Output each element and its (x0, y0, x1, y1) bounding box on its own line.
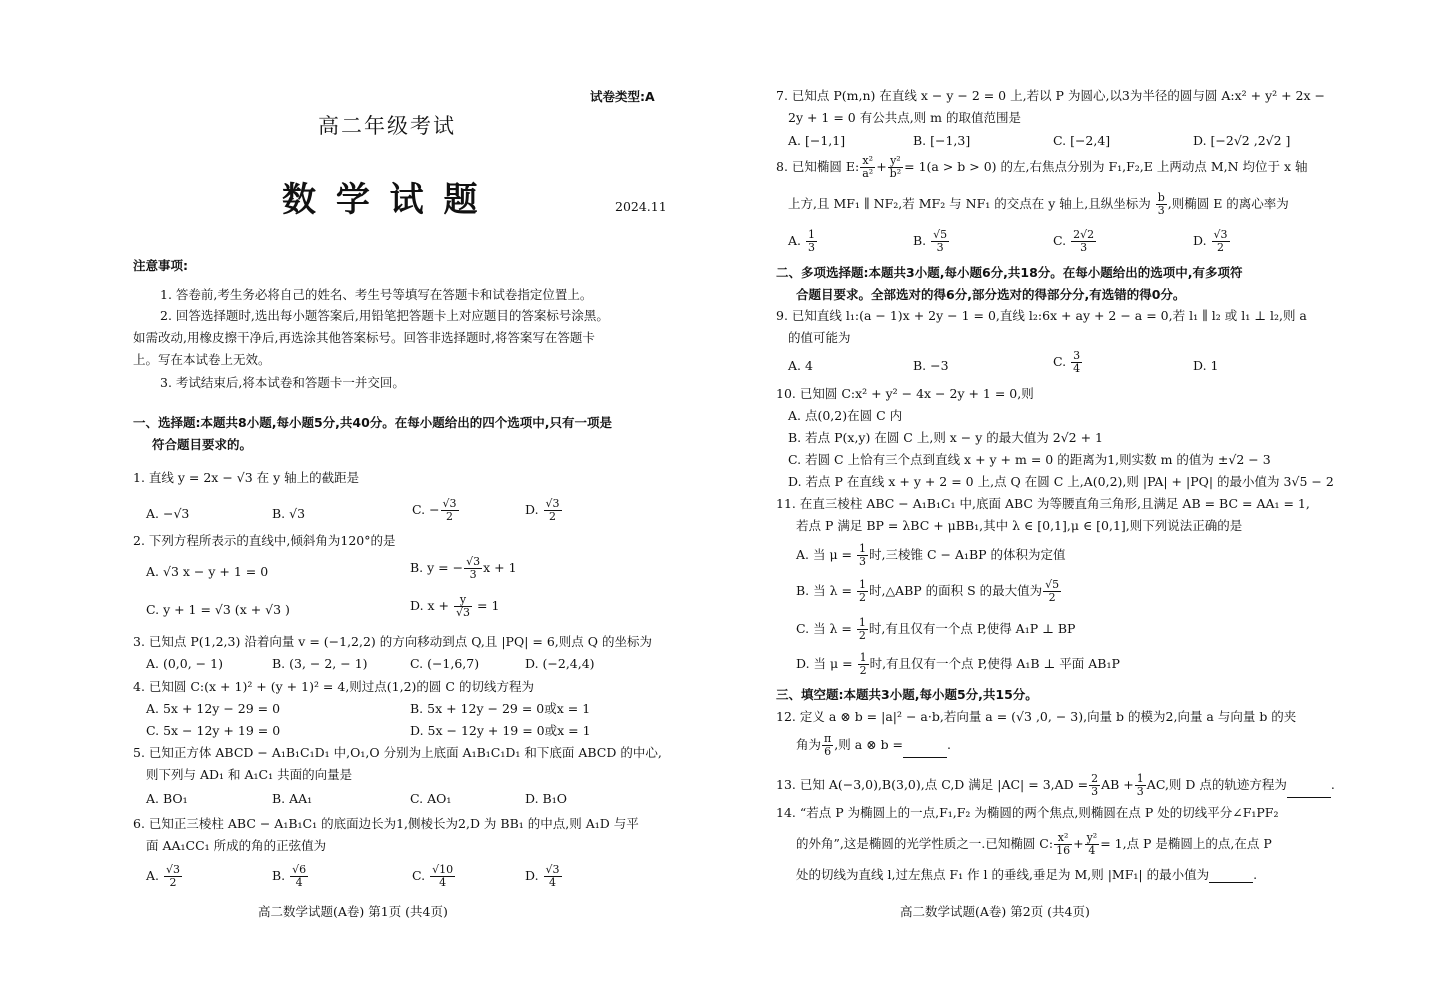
question-8-stem: 上方,且 MF₁ ∥ NF₂,若 MF₂ 与 NF₁ 的交点在 y 轴上,且纵坐标为 $\frac{b}{3}$ ,则椭圆 E 的离心率为 (788, 191, 1289, 217)
question-11-stem: 11. 在直三棱柱 ABC − A₁B₁C₁ 中,底面 ABC 为等腰直角三角形,且满足 AB = BC = AA₁ = 1, (776, 496, 1310, 511)
notice-item: 3. 考试结束后,将本试卷和答题卡一并交回。 (160, 375, 405, 390)
q3-option-a: A. (0,0, − 1) (146, 656, 223, 671)
exam-date: 2024.11 (615, 199, 667, 214)
q3-option-c: C. (−1,6,7) (410, 656, 480, 671)
q4-option-a: A. 5x + 12y − 29 = 0 (146, 701, 281, 716)
section-heading: 一、选择题:本题共8小题,每小题5分,共40分。在每小题给出的四个选项中,只有一项是 (133, 415, 613, 430)
notice-item: 2. 回答选择题时,选出每小题答案后,用铅笔把答题卡上对应题目的答案标号涂黑。 (160, 308, 609, 323)
q7-option-b: B. [−1,3] (913, 133, 971, 148)
subject-title: 数 学 试 题 (282, 180, 482, 220)
q4-option-b: B. 5x + 12y − 29 = 0或x = 1 (410, 701, 591, 716)
q8-option-d: D. $\frac{√3}{2}$ (1193, 228, 1228, 254)
q6-option-a: A. $\frac{√3}{2}$ (146, 863, 181, 889)
question-6-stem: 面 AA₁CC₁ 所成的角的正弦值为 (146, 838, 327, 853)
question-5-stem: 则下列与 AD₁ 和 A₁C₁ 共面的向量是 (146, 767, 353, 782)
page-footer: 高二数学试题(A卷) 第1页 (共4页) (258, 904, 448, 919)
section-heading: 三、填空题:本题共3小题,每小题5分,共15分。 (776, 687, 1038, 702)
q4-option-c: C. 5x − 12y + 19 = 0 (146, 723, 281, 738)
q6-option-c: C. $\frac{√10}{4}$ (412, 863, 454, 889)
q3-option-b: B. (3, − 2, − 1) (272, 656, 368, 671)
q5-option-b: B. AA₁ (272, 791, 313, 806)
question-10-stem: 10. 已知圆 C:x² + y² − 4x − 2y + 1 = 0,则 (776, 386, 1034, 401)
q2-option-c: C. y + 1 = √3 (x + √3 ) (146, 602, 290, 617)
question-7-stem: 2y + 1 = 0 有公共点,则 m 的取值范围是 (788, 110, 1022, 125)
q4-option-d: D. 5x − 12y + 19 = 0或x = 1 (410, 723, 591, 738)
question-14-stem: 处的切线为直线 l,过左焦点 F₁ 作 l 的垂线,垂足为 M,则 |MF₁| 的最小值为 . (796, 867, 1258, 882)
section-heading: 二、多项选择题:本题共3小题,每小题6分,共18分。在每小题给出的选项中,有多项符 (776, 265, 1243, 280)
question-12-stem: 角为 $\frac{\pi}{6}$ ,则 a ⊗ b = . (796, 732, 952, 758)
answer-blank (903, 745, 947, 758)
q11-option-d: D. 当 μ = $\frac{1}{2}$ 时,有且仅有一个点 P,使得 A₁B ⊥ 平面 AB₁P (796, 651, 1120, 677)
question-6-stem: 6. 已知正三棱柱 ABC − A₁B₁C₁ 的底面边长为1,侧棱长为2,D 为 BB₁ 的中点,则 A₁D 与平 (133, 816, 639, 831)
q10-option-a: A. 点(0,2)在圆 C 内 (788, 408, 903, 423)
question-4-stem: 4. 已知圆 C:(x + 1)² + (y + 1)² = 4,则过点(1,2)的圆 C 的切线方程为 (133, 679, 534, 694)
question-8-stem: 8. 已知椭圆 E: $\frac{\text{x²}}{\text{a²}}$ + $\frac{\text{y²}}{\text{b²}}$ = 1(a > b > 0) 的左,右焦点分别为 F₁,F₂,E 上两动点 M,N 均位于 x 轴 (776, 154, 1308, 180)
q7-option-c: C. [−2,4] (1053, 133, 1111, 148)
q1-option-c: C. − $\frac{√3}{2}$ (412, 497, 457, 523)
q7-option-a: A. [−1,1] (788, 133, 846, 148)
exam-page-1 (0, 0, 718, 1002)
question-5-stem: 5. 已知正方体 ABCD − A₁B₁C₁D₁ 中,O₁,O 分别为上底面 A₁B₁C₁D₁ 和下底面 ABCD 的中心, (133, 745, 662, 760)
q10-option-b: B. 若点 P(x,y) 在圆 C 上,则 x − y 的最大值为 2√2 + 1 (788, 430, 1104, 445)
question-9-stem: 9. 已知直线 l₁:(a − 1)x + 2y − 1 = 0,直线 l₂:6x + ay + 2 − a = 0,若 l₁ ∥ l₂ 或 l₁ ⊥ l₂,则 a (776, 308, 1307, 323)
q1-option-d: D. $\frac{√3}{2}$ (525, 497, 560, 523)
section-heading: 符合题目要求的。 (152, 437, 253, 452)
q3-option-d: D. (−2,4,4) (525, 656, 595, 671)
notice-item: 上。写在本试卷上无效。 (133, 352, 271, 367)
paper-type: 试卷类型:A (590, 89, 655, 104)
notice-item: 1. 答卷前,考生务必将自己的姓名、考生号等填写在答题卡和试卷指定位置上。 (160, 287, 593, 302)
q11-option-a: A. 当 μ = $\frac{1}{3}$ 时,三棱锥 C − A₁BP 的体积为定值 (796, 542, 1066, 568)
exam-title: 高二年级考试 (318, 114, 456, 138)
question-9-stem: 的值可能为 (788, 330, 851, 345)
question-11-stem: 若点 P 满足 BP = λBC + μBB₁,其中 λ ∈ [0,1],μ ∈ [0,1],则下列说法正确的是 (796, 518, 1243, 533)
q2-option-a: A. √3 x − y + 1 = 0 (146, 564, 269, 579)
notice-heading: 注意事项: (133, 258, 188, 273)
q9-option-b: B. −3 (913, 358, 949, 373)
question-14-stem: 的外角”,这是椭圆的光学性质之一.已知椭圆 C: $\frac{\text{x²}}{16}$ + $\frac{\text{y²}}{4}$ = 1,点 P 是椭圆上的点,在点 P (796, 831, 1272, 857)
q6-option-d: D. $\frac{√3}{4}$ (525, 863, 560, 889)
q5-option-c: C. AO₁ (410, 791, 452, 806)
q8-option-b: B. $\frac{√5}{3}$ (913, 228, 948, 254)
q1-option-a: A. −√3 (146, 506, 190, 521)
q11-option-c: C. 当 λ = $\frac{1}{2}$ 时,有且仅有一个点 P,使得 A₁P ⊥ BP (796, 616, 1076, 642)
q5-option-d: D. B₁O (525, 791, 567, 806)
question-7-stem: 7. 已知点 P(m,n) 在直线 x − y − 2 = 0 上,若以 P 为圆心,以3为半径的圆与圆 A:x² + y² + 2x − (776, 88, 1326, 103)
q1-option-b: B. √3 (272, 506, 306, 521)
answer-blank (1287, 785, 1331, 798)
q6-option-b: B. $\frac{√6}{4}$ (272, 863, 307, 889)
question-14-stem: 14. “若点 P 为椭圆上的一点,F₁,F₂ 为椭圆的两个焦点,则椭圆在点 P 处的切线平分∠F₁PF₂ (776, 805, 1279, 820)
q9-option-d: D. 1 (1193, 358, 1219, 373)
notice-item: 如需改动,用橡皮擦干净后,再选涂其他答案标号。回答非选择题时,将答案写在答题卡 (133, 330, 595, 345)
q11-option-b: B. 当 λ = $\frac{1}{2}$ 时,△ABP 的面积 S 的最大值为 $\frac{√5}{2}$ (796, 578, 1060, 604)
q8-option-c: C. $\frac{2√2}{3}$ (1053, 228, 1095, 254)
q2-option-d: D. x + $\frac{y}{√3}$ = 1 (410, 593, 500, 619)
section-heading: 合题目要求。全部选对的得6分,部分选对的得部分分,有选错的得0分。 (796, 287, 1186, 302)
question-2-stem: 2. 下列方程所表示的直线中,倾斜角为120°的是 (133, 533, 396, 548)
question-3-stem: 3. 已知点 P(1,2,3) 沿着向量 v = (−1,2,2) 的方向移动到点 Q,且 |PQ| = 6,则点 Q 的坐标为 (133, 634, 652, 649)
exam-page-2 (718, 0, 1437, 1002)
q9-option-c: C. $\frac{3}{4}$ (1053, 349, 1081, 375)
question-1-stem: 1. 直线 y = 2x − √3 在 y 轴上的截距是 (133, 470, 360, 485)
q10-option-c: C. 若圆 C 上恰有三个点到直线 x + y + m = 0 的距离为1,则实数 m 的值为 ±√2 − 3 (788, 452, 1271, 467)
q5-option-a: A. BO₁ (146, 791, 188, 806)
page-footer: 高二数学试题(A卷) 第2页 (共4页) (900, 904, 1090, 919)
answer-blank (1209, 870, 1253, 883)
q2-option-b: B. y = − $\frac{√3}{3}$ x + 1 (410, 555, 517, 581)
question-12-stem: 12. 定义 a ⊗ b = |a|² − a·b,若向量 a = (√3 ,0, − 3),向量 b 的模为2,向量 a 与向量 b 的夹 (776, 709, 1297, 724)
question-13-stem: 13. 已知 A(−3,0),B(3,0),点 C,D 满足 |AC| = 3,AD = $\frac{2}{3}$ AB + $\frac{1}{3}$ AC,则 D 点的轨迹方程为 . (776, 772, 1335, 798)
q9-option-a: A. 4 (788, 358, 813, 373)
q10-option-d: D. 若点 P 在直线 x + y + 2 = 0 上,点 Q 在圆 C 上,A(0,2),则 |PA| + |PQ| 的最小值为 3√5 − 2 (788, 474, 1334, 489)
q8-option-a: A. $\frac{1}{3}$ (788, 228, 815, 254)
q7-option-d: D. [−2√2 ,2√2 ] (1193, 133, 1291, 148)
